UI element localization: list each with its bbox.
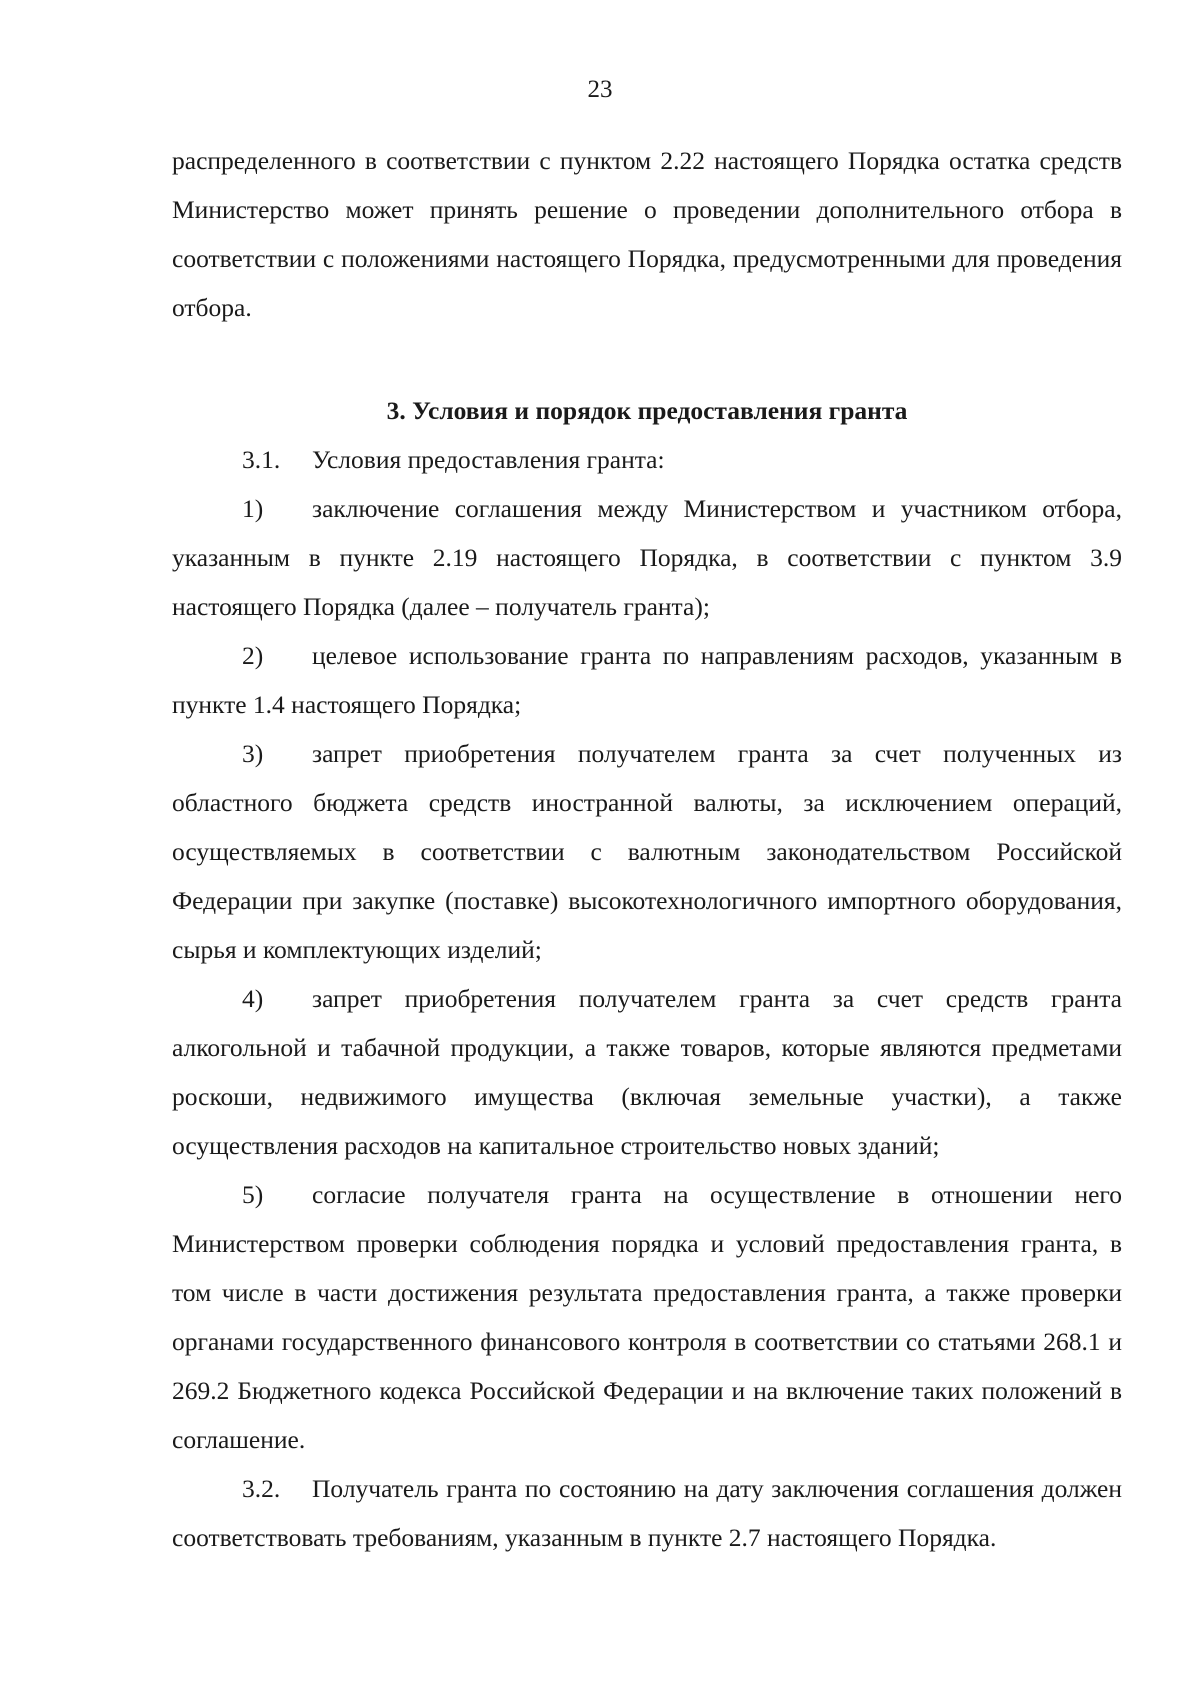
section-heading: 3. Условия и порядок предоставления гранта — [386, 396, 908, 425]
clause-text: запрет приобретения получателем гранта за счет полученных из областного бюджета средств иностранной валюты, за исключением операций, осуществляемых в соответствии с валютным законодательством Российской Федерации при закупке (поставке) высокотехнологичного импортного оборудования, сырья и комплектующих изделий; — [172, 739, 1122, 964]
clause-text: запрет приобретения получателем гранта за счет средств гранта алкогольной и табачной продукции, а также товаров, которые являются предметами роскоши, недвижимого имущества (включая земельные участки), а также осуществления расходов на капитальное строительство новых зданий; — [172, 984, 1122, 1160]
document-body — [172, 136, 1122, 1562]
intro-paragraph: распределенного в соответствии с пунктом 2.22 настоящего Порядка остатка средств Министерство может принять решение о проведении дополнительного отбора в соответствии с положениями настоящего Порядка, предусмотренными для проведения отбора. — [172, 146, 1122, 322]
clause-text: Получатель гранта по состоянию на дату заключения соглашения должен соответствовать требованиям, указанным в пункте 2.7 настоящего Порядка. — [172, 1474, 1122, 1552]
clause-label: 3.1. — [242, 445, 281, 474]
clause-label: 3) — [242, 739, 264, 768]
condition-1 — [172, 484, 1122, 631]
clause-label: 2) — [242, 641, 264, 670]
condition-5 — [172, 1170, 1122, 1464]
clause-label: 1) — [242, 494, 264, 523]
condition-3 — [172, 729, 1122, 974]
clause-label: 5) — [242, 1180, 264, 1209]
condition-4 — [172, 974, 1122, 1170]
clause-3-2 — [172, 1464, 1122, 1562]
condition-2 — [172, 631, 1122, 729]
clause-label: 4) — [242, 984, 264, 1013]
clause-text: заключение соглашения между Министерством и участником отбора, указанным в пункте 2.19 настоящего Порядка, в соответствии с пунктом 3.9 настоящего Порядка (далее – получатель гранта); — [172, 494, 1122, 621]
clause-3-1 — [172, 435, 1122, 484]
clause-text: целевое использование гранта по направлениям расходов, указанным в пункте 1.4 настоящего Порядка; — [172, 641, 1122, 719]
clause-label: 3.2. — [242, 1474, 281, 1503]
page-number: 23 — [587, 76, 613, 103]
clause-text: Условия предоставления гранта: — [312, 445, 665, 474]
clause-text: согласие получателя гранта на осуществление в отношении него Министерством проверки соблюдения порядка и условий предоставления гранта, в том числе в части достижения результата предоставления гранта, а также проверки органами государственного финансового контроля в соответствии со статьями 268.1 и 269.2 Бюджетного кодекса Российской Федерации и на включение таких положений в соглашение. — [172, 1180, 1122, 1454]
